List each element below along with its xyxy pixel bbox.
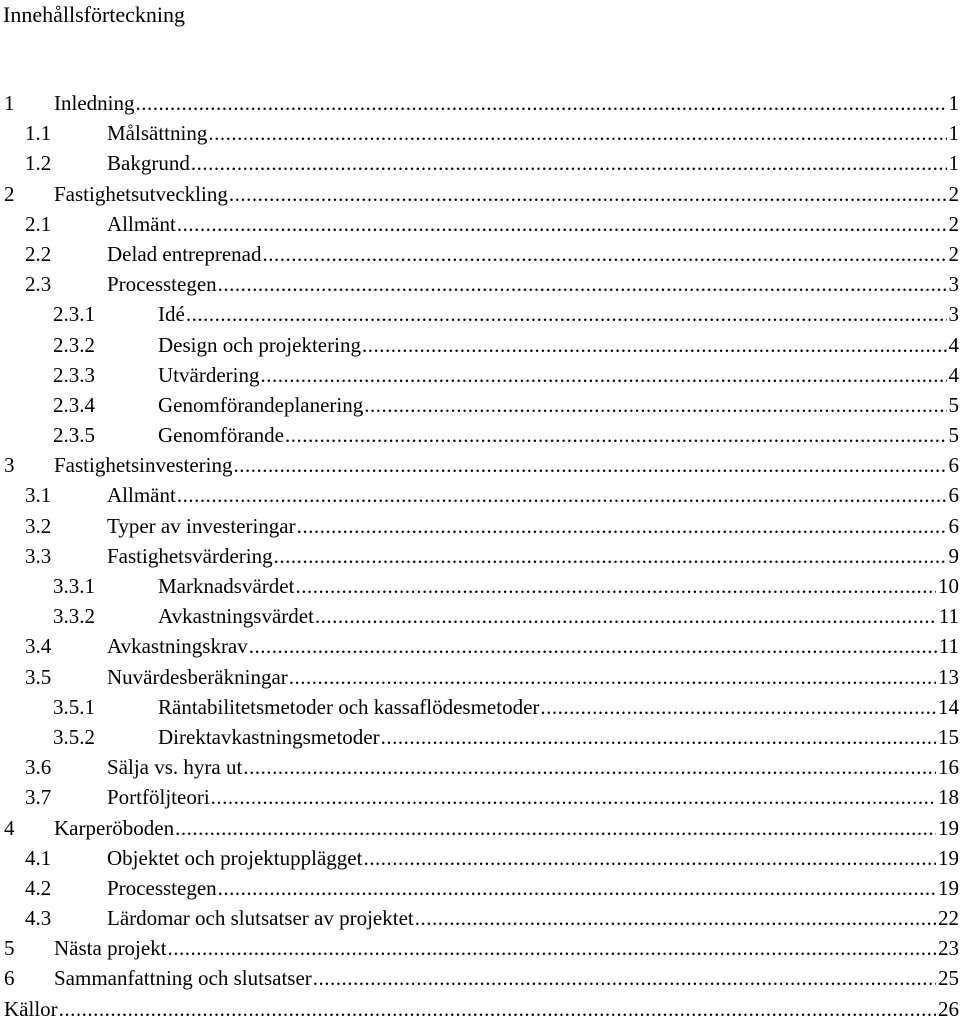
toc-dot-leader <box>274 541 947 571</box>
toc-entry-number: 2.3.2 <box>53 332 95 357</box>
toc-entry-page: 19 <box>938 875 959 900</box>
toc-entry[interactable] <box>0 813 960 843</box>
toc-entry-page: 5 <box>948 423 959 448</box>
toc-entry-label: Karperöboden <box>54 815 175 840</box>
toc-entry-label: Marknadsvärdet <box>158 574 295 598</box>
toc-entry-number: 2.3.1 <box>53 302 95 327</box>
toc-entry[interactable] <box>0 843 960 873</box>
toc-entry[interactable] <box>0 752 960 782</box>
toc-dot-leader <box>297 511 947 541</box>
toc-entry-page: 23 <box>938 936 959 961</box>
toc-entry-page: 4 <box>948 362 959 387</box>
toc-entry-number: 3.7 <box>25 785 52 810</box>
toc-entry[interactable] <box>0 148 960 178</box>
toc-entry-page: 5 <box>948 392 959 417</box>
toc-entry[interactable] <box>0 692 960 722</box>
toc-entry[interactable] <box>0 511 960 541</box>
toc-entry-page: 19 <box>938 815 959 840</box>
toc-dot-leader <box>233 450 946 480</box>
toc-entry[interactable] <box>0 662 960 692</box>
toc-dot-leader <box>249 631 937 661</box>
toc-dot-leader <box>289 662 936 692</box>
toc-entry[interactable] <box>0 269 960 299</box>
toc-dot-leader <box>211 782 936 812</box>
toc-entry-number: 3.3.1 <box>53 574 95 598</box>
toc-dot-leader <box>177 209 947 239</box>
toc-entry-page: 15 <box>938 724 959 749</box>
toc-entry[interactable] <box>0 88 960 118</box>
toc-entry-number: 3.5.1 <box>53 694 95 719</box>
toc-entry-page: 14 <box>938 694 959 719</box>
toc-entry[interactable] <box>0 179 960 209</box>
toc-dot-leader <box>218 873 936 903</box>
toc-entry-number: 2.1 <box>25 211 52 236</box>
toc-dot-leader <box>362 330 947 360</box>
toc-entry-page: 2 <box>948 181 959 206</box>
toc-entry-page: 18 <box>938 785 959 810</box>
toc-entry[interactable] <box>0 903 960 933</box>
toc-entry-number: 3.4 <box>25 634 52 659</box>
toc-dot-leader <box>263 239 947 269</box>
toc-dot-leader <box>363 843 936 873</box>
table-of-contents <box>0 88 960 1024</box>
toc-entry-number: 5 <box>4 936 15 961</box>
toc-entry-page: 3 <box>948 272 959 297</box>
toc-entry-label: Allmänt <box>107 211 176 236</box>
toc-dot-leader <box>285 420 947 450</box>
toc-dot-leader <box>218 269 947 299</box>
toc-entry-number: 4 <box>4 815 15 840</box>
toc-entry-page: 22 <box>938 906 959 931</box>
toc-entry[interactable] <box>0 330 960 360</box>
toc-entry-page: 16 <box>938 755 959 780</box>
toc-entry-label: Objektet och projektupplägget <box>107 845 363 870</box>
toc-entry-label: Nuvärdesberäkningar <box>107 664 288 689</box>
toc-dot-leader <box>540 692 936 722</box>
toc-entry-page: 6 <box>948 513 959 538</box>
toc-entry-label: Fastighetsinvestering <box>54 453 233 478</box>
toc-dot-leader <box>260 360 946 390</box>
toc-entry-number: 2.3.4 <box>53 392 95 417</box>
toc-entry-label: Typer av investeringar <box>107 513 296 538</box>
toc-entry[interactable] <box>0 209 960 239</box>
toc-dot-leader <box>364 390 946 420</box>
toc-entry-label: Genomförandeplanering <box>158 392 364 417</box>
toc-entry-page: 19 <box>938 845 959 870</box>
toc-dot-leader <box>208 118 946 148</box>
toc-entry-number: 2.3 <box>25 272 52 297</box>
toc-entry-page: 2 <box>948 211 959 236</box>
toc-dot-leader <box>313 963 936 993</box>
toc-entry[interactable] <box>0 873 960 903</box>
toc-entry-label: Portföljteori <box>107 785 210 810</box>
toc-entry[interactable] <box>0 390 960 420</box>
toc-entry-label: Räntabilitetsmetoder och kassaflödesmetoder <box>158 694 540 719</box>
toc-entry-label: Direktavkastningsmetoder <box>158 724 380 749</box>
toc-entry-number: 4.1 <box>25 845 52 870</box>
toc-entry-label: Delad entreprenad <box>107 241 262 266</box>
toc-entry[interactable] <box>0 541 960 571</box>
toc-entry-label: Utvärdering <box>158 362 260 387</box>
toc-entry-number: 2.3.3 <box>53 362 95 387</box>
toc-entry-page: 10 <box>938 574 959 598</box>
toc-entry-page: 3 <box>948 302 959 327</box>
toc-entry-page: 13 <box>938 664 959 689</box>
toc-dot-leader <box>381 722 936 752</box>
toc-entry-page: 25 <box>938 966 959 991</box>
toc-entry-page: 26 <box>938 996 959 1021</box>
toc-dot-leader <box>177 480 947 510</box>
toc-entry[interactable] <box>0 782 960 812</box>
toc-entry-number: 3.2 <box>25 513 52 538</box>
toc-entry-number: 4.2 <box>25 875 52 900</box>
toc-entry-page: 1 <box>948 91 959 115</box>
toc-entry-page: 9 <box>948 543 959 568</box>
toc-entry-label: Fastighetsvärdering <box>107 543 273 568</box>
toc-entry[interactable] <box>0 722 960 752</box>
toc-entry-number: 3 <box>4 453 15 478</box>
toc-entry-label: Avkastningskrav <box>107 634 248 659</box>
toc-entry-label: Sammanfattning och slutsatser <box>54 966 312 991</box>
toc-entry-page: 6 <box>948 453 959 478</box>
toc-dot-leader <box>295 571 936 601</box>
toc-dot-leader <box>243 752 936 782</box>
toc-entry[interactable] <box>0 118 960 148</box>
toc-entry[interactable] <box>0 420 960 450</box>
toc-entry-label: Avkastningsvärdet <box>158 604 314 629</box>
toc-entry-label: Genomförande <box>158 423 284 448</box>
toc-dot-leader <box>135 88 946 118</box>
toc-dot-leader <box>59 994 936 1024</box>
toc-entry-label: Design och projektering <box>158 332 361 357</box>
toc-entry-label: Inledning <box>54 91 135 115</box>
toc-entry[interactable] <box>0 299 960 329</box>
toc-entry-number: 3.1 <box>25 483 52 508</box>
toc-dot-leader <box>315 601 937 631</box>
toc-entry-number: 3.5.2 <box>53 724 95 749</box>
toc-entry-label: Bakgrund <box>107 151 190 176</box>
toc-entry-number: 3.3 <box>25 543 52 568</box>
toc-entry[interactable] <box>0 239 960 269</box>
toc-entry-page: 6 <box>948 483 959 508</box>
toc-entry-page: 1 <box>948 151 959 176</box>
toc-entry-page: 1 <box>948 121 959 146</box>
page-title: Innehållsförteckning <box>3 2 186 27</box>
toc-entry-page: 11 <box>938 604 959 629</box>
toc-entry-label: Allmänt <box>107 483 176 508</box>
toc-entry-label: Processtegen <box>107 272 217 297</box>
toc-entry-label: Processtegen <box>107 875 217 900</box>
toc-entry-label: Fastighetsutveckling <box>54 181 228 206</box>
toc-entry-number: 4.3 <box>25 906 52 931</box>
toc-entry-page: 4 <box>948 332 959 357</box>
toc-entry-page: 11 <box>938 634 959 659</box>
toc-entry-label: Lärdomar och slutsatser av projektet <box>107 906 414 931</box>
toc-entry[interactable] <box>0 994 960 1024</box>
toc-entry-page: 2 <box>948 241 959 266</box>
toc-entry-label: Sälja vs. hyra ut <box>107 755 243 780</box>
toc-entry[interactable] <box>0 631 960 661</box>
toc-dot-leader <box>415 903 936 933</box>
toc-entry[interactable] <box>0 450 960 480</box>
toc-dot-leader <box>186 299 947 329</box>
toc-entry-number: 1.1 <box>25 121 52 146</box>
toc-dot-leader <box>168 933 936 963</box>
toc-entry[interactable] <box>0 963 960 993</box>
toc-entry-label: Idé <box>158 302 185 327</box>
toc-dot-leader <box>175 813 936 843</box>
toc-entry-label: Nästa projekt <box>54 936 167 961</box>
toc-entry-number: 2.3.5 <box>53 423 95 448</box>
toc-dot-leader <box>191 148 947 178</box>
toc-entry[interactable] <box>0 933 960 963</box>
toc-entry-number: 1.2 <box>25 151 52 176</box>
toc-entry[interactable] <box>0 360 960 390</box>
toc-entry-number: 6 <box>4 966 15 991</box>
toc-entry-number: 3.6 <box>25 755 52 780</box>
toc-entry-number: 1 <box>4 91 15 115</box>
toc-entry-number: 2 <box>4 181 15 206</box>
toc-dot-leader <box>229 179 947 209</box>
toc-entry-number: 3.5 <box>25 664 52 689</box>
toc-entry[interactable] <box>0 480 960 510</box>
toc-entry-label: Källor <box>4 996 58 1021</box>
toc-entry-number: 2.2 <box>25 241 52 266</box>
toc-entry-number: 3.3.2 <box>53 604 95 629</box>
toc-entry[interactable] <box>0 601 960 631</box>
toc-entry[interactable] <box>0 571 960 601</box>
toc-entry-label: Målsättning <box>107 121 208 146</box>
